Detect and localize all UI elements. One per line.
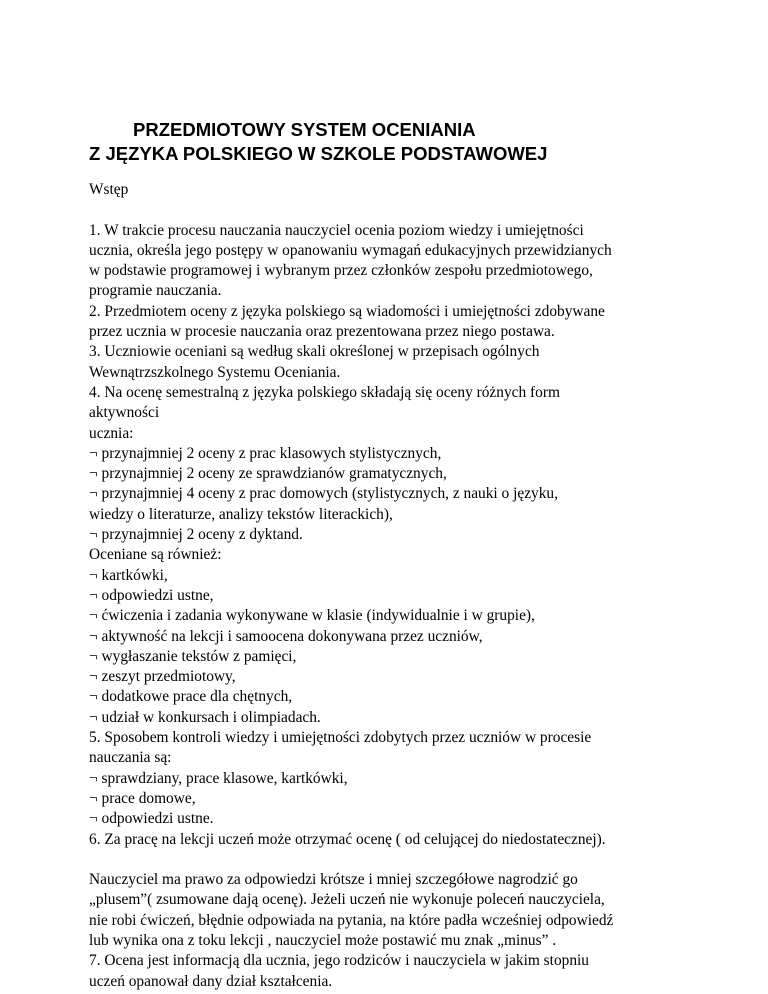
text-line: nauczania są: bbox=[89, 749, 172, 767]
paragraph-gap bbox=[89, 200, 749, 220]
text-line: ¬ odpowiedzi ustne, bbox=[89, 586, 214, 604]
text-line: 6. Za pracę na lekcji uczeń może otrzymać ocenę ( od celującej do niedostatecznej). bbox=[89, 830, 606, 848]
text-line: w podstawie programowej i wybranym przez członków zespołu przedmiotowego, bbox=[89, 262, 593, 280]
text-line: aktywności bbox=[89, 404, 160, 422]
document-body bbox=[89, 180, 749, 992]
text-line: przez ucznia w procesie nauczania oraz prezentowana przez niego postawa. bbox=[89, 323, 555, 341]
text-line: ¬ wygłaszanie tekstów z pamięci, bbox=[89, 647, 297, 665]
text-line: ¬ aktywność na lekcji i samoocena dokonywana przez uczniów, bbox=[89, 627, 483, 645]
text-line: lub wynika ona z toku lekcji , nauczyciel może postawić mu znak „minus” . bbox=[89, 931, 557, 949]
text-line: nie robi ćwiczeń, błędnie odpowiada na pytania, na które padła wcześniej odpowiedź bbox=[89, 911, 614, 929]
title-line-2: Z JĘZYKA POLSKIEGO W SZKOLE PODSTAWOWEJ bbox=[89, 143, 548, 164]
text-line: ¬ dodatkowe prace dla chętnych, bbox=[89, 688, 293, 706]
text-line: 1. W trakcie procesu nauczania nauczyciel ocenia poziom wiedzy i umiejętności bbox=[89, 221, 584, 239]
text-line: 3. Uczniowie oceniani są według skali określonej w przepisach ogólnych bbox=[89, 343, 540, 361]
text-line: 4. Na ocenę semestralną z języka polskiego składają się oceny różnych form bbox=[89, 383, 560, 401]
text-line: ¬ przynajmniej 2 oceny ze sprawdzianów gramatycznych, bbox=[89, 465, 447, 483]
text-line: ¬ przynajmniej 2 oceny z dyktand. bbox=[89, 526, 303, 544]
text-line: 5. Sposobem kontroli wiedzy i umiejętności zdobytych przez uczniów w procesie bbox=[89, 729, 592, 747]
text-line: ucznia, określa jego postępy w opanowaniu wymagań edukacyjnych przewidzianych bbox=[89, 241, 612, 259]
text-line: ¬ przynajmniej 2 oceny z prac klasowych stylistycznych, bbox=[89, 444, 442, 462]
text-line: „plusem”( zsumowane dają ocenę). Jeżeli uczeń nie wykonuje poleceń nauczyciela, bbox=[89, 891, 605, 909]
text-line: ¬ udział w konkursach i olimpiadach. bbox=[89, 708, 321, 726]
text-line: 7. Ocena jest informacją dla ucznia, jego rodziców i nauczyciela w jakim stopniu bbox=[89, 952, 590, 970]
text-line: wiedzy o literaturze, analizy tekstów literackich), bbox=[89, 505, 393, 523]
text-line: uczeń opanował dany dział kształcenia. bbox=[89, 972, 333, 990]
text-line: Oceniane są również: bbox=[89, 546, 222, 564]
body-text-part-1 bbox=[89, 221, 749, 850]
text-line: ¬ ćwiczenia i zadania wykonywane w klasie (indywidualnie i w grupie), bbox=[89, 607, 535, 625]
document-title bbox=[89, 118, 749, 166]
section-heading: Wstęp bbox=[89, 181, 129, 198]
text-line: ¬ zeszyt przedmiotowy, bbox=[89, 668, 236, 686]
text-line: ¬ prace domowe, bbox=[89, 789, 196, 807]
title-line-1: PRZEDMIOTOWY SYSTEM OCENIANIA bbox=[133, 119, 476, 140]
text-line: ¬ sprawdziany, prace klasowe, kartkówki, bbox=[89, 769, 348, 787]
paragraph-gap bbox=[89, 850, 749, 870]
text-line: ucznia: bbox=[89, 424, 134, 442]
text-line: ¬ przynajmniej 4 oceny z prac domowych (stylistycznych, z nauki o języku, bbox=[89, 485, 558, 503]
body-text-part-2 bbox=[89, 870, 749, 992]
text-line: ¬ odpowiedzi ustne. bbox=[89, 810, 214, 828]
text-line: ¬ kartkówki, bbox=[89, 566, 168, 584]
text-line: Nauczyciel ma prawo za odpowiedzi krótsze i mniej szczegółowe nagrodzić go bbox=[89, 871, 578, 889]
text-line: programie nauczania. bbox=[89, 282, 222, 300]
text-line: 2. Przedmiotem oceny z języka polskiego są wiadomości i umiejętności zdobywane bbox=[89, 302, 605, 320]
text-line: Wewnątrzszkolnego Systemu Oceniania. bbox=[89, 363, 341, 381]
